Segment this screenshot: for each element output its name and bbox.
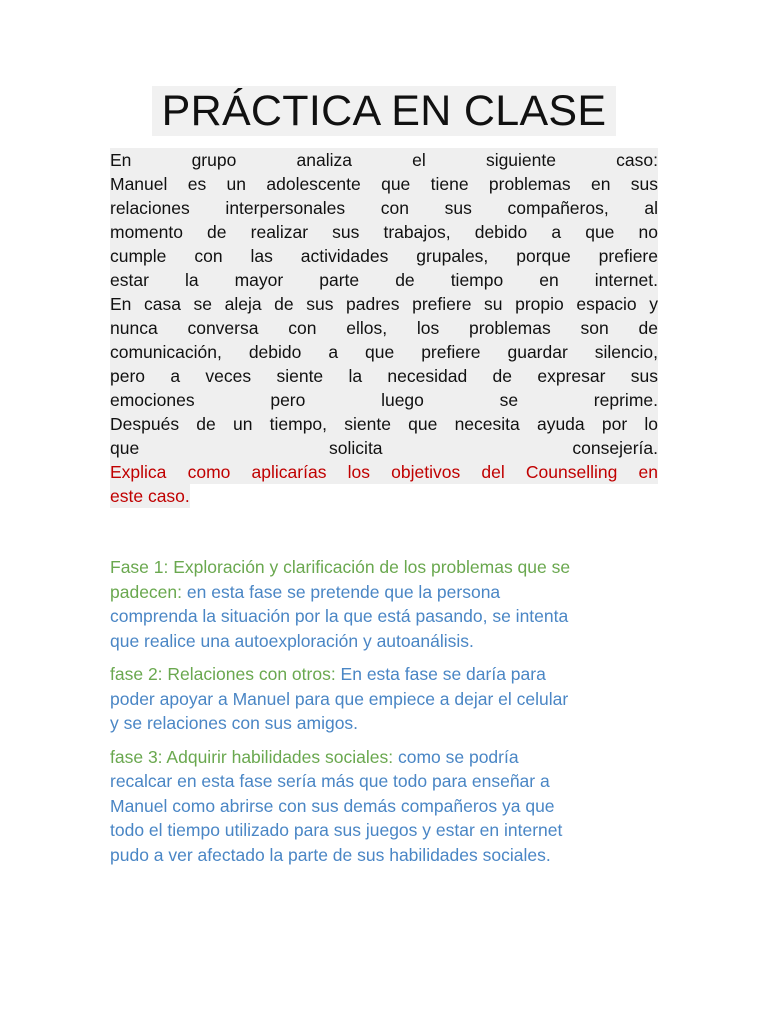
case-line: que solicita consejería. xyxy=(110,438,658,458)
phase-2-heading: fase 2: Relaciones con otros: xyxy=(110,664,336,684)
phase-2-text-line: poder apoyar a Manuel para que empiece a dejar el celular xyxy=(110,688,569,709)
phases-section xyxy=(110,555,658,876)
phase-2-text: En esta fase se daría para xyxy=(335,664,546,684)
phase-3-text-line: todo el tiempo utilizado para sus juegos y estar en internet xyxy=(110,820,563,840)
case-line: comunicación, debido a que prefiere guardar silencio, xyxy=(110,342,658,362)
case-line: En grupo analiza el siguiente caso: xyxy=(110,150,658,170)
phase-2 xyxy=(110,662,658,736)
phase-1-text: en esta fase se pretende que la persona xyxy=(182,581,501,602)
phase-1 xyxy=(110,555,658,653)
case-line: Después de un tiempo, siente que necesita ayuda por lo xyxy=(110,414,658,434)
case-line: estar la mayor parte de tiempo en internet. xyxy=(110,270,658,290)
case-line: En casa se aleja de sus padres prefiere su propio espacio y xyxy=(110,294,658,314)
case-line: cumple con las actividades grupales, porque prefiere xyxy=(110,246,658,266)
case-line: Manuel es un adolescente que tiene problemas en sus xyxy=(110,174,658,194)
case-line: pero a veces siente la necesidad de expresar sus xyxy=(110,366,658,386)
phase-1-text-line: que realice una autoexploración y autoanálisis. xyxy=(110,630,474,651)
phase-3-text: como se podría xyxy=(393,746,519,767)
phase-3 xyxy=(110,745,658,868)
question-line: este caso. xyxy=(110,486,190,506)
phase-3-text-line: recalcar en esta fase sería más que todo para enseñar a xyxy=(110,771,550,791)
page-title: PRÁCTICA EN CLASE xyxy=(152,86,616,136)
phase-1-text-line: comprenda la situación por la que está pasando, se intenta xyxy=(110,606,569,626)
case-paragraph xyxy=(110,148,658,508)
question-line: Explica como aplicarías los objetivos del Counselling en xyxy=(110,462,658,482)
case-line: nunca conversa con ellos, los problemas son de xyxy=(110,318,658,338)
phase-3-text-line: pudo a ver afectado la parte de sus habilidades sociales. xyxy=(110,844,551,865)
case-line: emociones pero luego se reprime. xyxy=(110,390,658,410)
phase-2-text-line: y se relaciones con sus amigos. xyxy=(110,713,359,733)
phase-1-heading-line: Fase 1: Exploración y clarificación de los problemas que se xyxy=(110,557,571,577)
phase-3-text-line: Manuel como abrirse con sus demás compañeros ya que xyxy=(110,795,555,816)
case-line: relaciones interpersonales con sus compañeros, al xyxy=(110,198,658,218)
case-line: momento de realizar sus trabajos, debido a que no xyxy=(110,222,658,242)
phase-3-heading: fase 3: Adquirir habilidades sociales: xyxy=(110,746,394,767)
phase-1-heading-end: padecen: xyxy=(110,581,183,602)
